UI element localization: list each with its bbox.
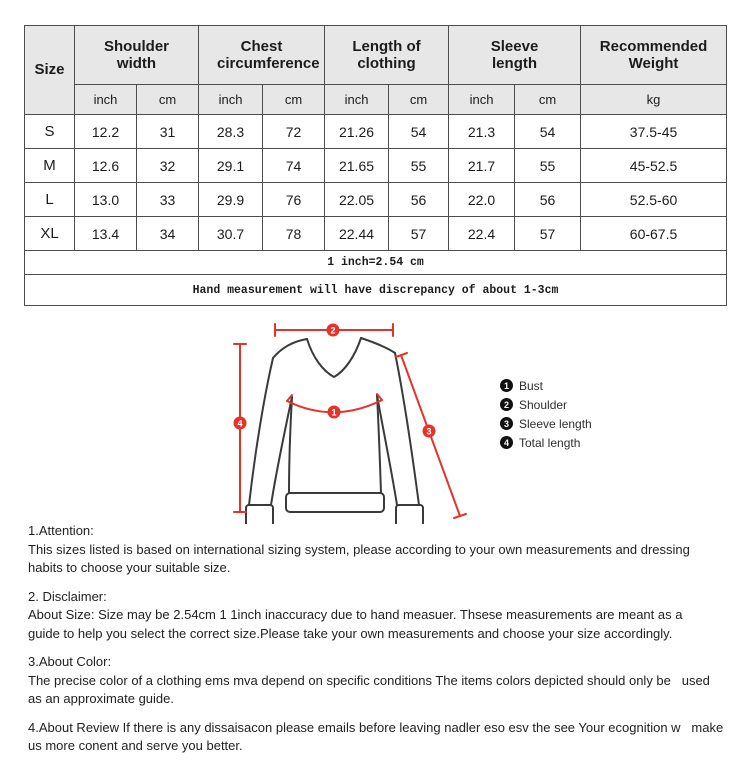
value-cell: 22.4 bbox=[449, 217, 515, 251]
sweater-outline bbox=[246, 338, 423, 524]
table-note-row bbox=[25, 251, 727, 275]
value-cell: 52.5-60 bbox=[581, 183, 727, 217]
value-cell: 56 bbox=[389, 183, 449, 217]
table-row bbox=[25, 217, 727, 251]
value-cell: 56 bbox=[515, 183, 581, 217]
hand-measurement-note: Hand measurement will have discrepancy of about 1-3cm bbox=[25, 275, 727, 306]
marker-shoulder: 2 bbox=[330, 325, 336, 336]
note-body: The precise color of a clothing ems mva depend on specific conditions The items colors depicted should only be used as an approximate guide. bbox=[28, 672, 714, 706]
value-cell: 22.44 bbox=[325, 217, 389, 251]
value-cell: 45-52.5 bbox=[581, 149, 727, 183]
value-cell: 29.1 bbox=[199, 149, 263, 183]
note-section-attention bbox=[28, 522, 724, 578]
note-body: 4.About Review If there is any dissaisacon please emails before leaving nadler eso esv the see Your ecognition w make us more conent and serve you better. bbox=[28, 719, 727, 753]
value-cell: 29.9 bbox=[199, 183, 263, 217]
unit-inch: inch bbox=[449, 85, 515, 115]
table-row bbox=[25, 115, 727, 149]
unit-cm: cm bbox=[515, 85, 581, 115]
value-cell: 13.0 bbox=[75, 183, 137, 217]
size-chart-table bbox=[24, 25, 727, 306]
value-cell: 30.7 bbox=[199, 217, 263, 251]
table-note-row bbox=[25, 275, 727, 306]
measurement-markers bbox=[234, 324, 436, 438]
legend-label-sleeve-length: Sleeve length bbox=[519, 416, 592, 431]
table-row bbox=[25, 149, 727, 183]
table-row bbox=[25, 183, 727, 217]
value-cell: 55 bbox=[515, 149, 581, 183]
inch-conversion-note: 1 inch=2.54 cm bbox=[25, 251, 727, 275]
legend-badge-4: 4 bbox=[500, 436, 513, 449]
header-shoulder-width: Shoulder width bbox=[75, 26, 199, 85]
sweater-diagram-drawing bbox=[0, 312, 750, 524]
value-cell: 12.2 bbox=[75, 115, 137, 149]
value-cell: 28.3 bbox=[199, 115, 263, 149]
unit-cm: cm bbox=[389, 85, 449, 115]
unit-cm: cm bbox=[137, 85, 199, 115]
legend-item-sleeve-length bbox=[500, 414, 592, 433]
value-cell: 34 bbox=[137, 217, 199, 251]
note-heading: 3.About Color: bbox=[28, 654, 112, 669]
marker-total-length: 4 bbox=[237, 418, 243, 429]
unit-inch: inch bbox=[199, 85, 263, 115]
legend-label-bust: Bust bbox=[519, 378, 544, 393]
marker-sleeve-length: 3 bbox=[426, 426, 432, 437]
value-cell: 57 bbox=[515, 217, 581, 251]
diagram-legend bbox=[500, 376, 592, 452]
note-section-about-color bbox=[28, 653, 724, 709]
header-size: Size bbox=[25, 26, 75, 115]
value-cell: 78 bbox=[263, 217, 325, 251]
legend-item-shoulder bbox=[500, 395, 592, 414]
header-length-of-clothing: Length of clothing bbox=[325, 26, 449, 85]
value-cell: 57 bbox=[389, 217, 449, 251]
legend-item-total-length bbox=[500, 433, 592, 452]
marker-bust: 1 bbox=[331, 407, 337, 418]
measurement-lines bbox=[234, 324, 466, 518]
value-cell: 12.6 bbox=[75, 149, 137, 183]
note-body: About Size: Size may be 2.54cm 1 1inch inaccuracy due to hand measuer. Thsese measurements are meant as a guide to help you select the correct size.Please take your own measurements and choose your size accordingly. bbox=[28, 607, 694, 641]
size-label: L bbox=[25, 183, 75, 217]
value-cell: 37.5-45 bbox=[581, 115, 727, 149]
legend-label-shoulder: Shoulder bbox=[519, 397, 568, 412]
notes-text-block bbox=[28, 522, 727, 766]
unit-inch: inch bbox=[75, 85, 137, 115]
value-cell: 60-67.5 bbox=[581, 217, 727, 251]
value-cell: 76 bbox=[263, 183, 325, 217]
unit-kg: kg bbox=[581, 85, 727, 115]
note-heading: 1.Attention: bbox=[28, 523, 94, 538]
measurement-diagram bbox=[0, 312, 750, 524]
header-recommended-weight: Recommended Weight bbox=[581, 26, 727, 85]
size-table-body bbox=[25, 115, 727, 251]
value-cell: 21.65 bbox=[325, 149, 389, 183]
legend-badge-2: 2 bbox=[500, 398, 513, 411]
value-cell: 31 bbox=[137, 115, 199, 149]
value-cell: 54 bbox=[515, 115, 581, 149]
value-cell: 72 bbox=[263, 115, 325, 149]
header-sleeve-length: Sleeve length bbox=[449, 26, 581, 85]
legend-label-total-length: Total length bbox=[519, 435, 581, 450]
legend-badge-1: 1 bbox=[500, 379, 513, 392]
value-cell: 74 bbox=[263, 149, 325, 183]
value-cell: 13.4 bbox=[75, 217, 137, 251]
size-label: M bbox=[25, 149, 75, 183]
header-row bbox=[25, 26, 727, 85]
value-cell: 21.26 bbox=[325, 115, 389, 149]
value-cell: 21.7 bbox=[449, 149, 515, 183]
header-chest-circumference: Chest circumference bbox=[199, 26, 325, 85]
unit-inch: inch bbox=[325, 85, 389, 115]
units-row bbox=[25, 85, 727, 115]
value-cell: 22.0 bbox=[449, 183, 515, 217]
value-cell: 21.3 bbox=[449, 115, 515, 149]
unit-cm: cm bbox=[263, 85, 325, 115]
size-label: XL bbox=[25, 217, 75, 251]
note-heading: 2. Disclaimer: bbox=[28, 588, 107, 604]
value-cell: 55 bbox=[389, 149, 449, 183]
note-body: This sizes listed is based on international sizing system, please according to your own measurements and dressing habits to choose your suitable size. bbox=[28, 541, 701, 575]
value-cell: 22.05 bbox=[325, 183, 389, 217]
value-cell: 54 bbox=[389, 115, 449, 149]
value-cell: 33 bbox=[137, 183, 199, 217]
value-cell: 32 bbox=[137, 149, 199, 183]
legend-badge-3: 3 bbox=[500, 417, 513, 430]
legend-item-bust bbox=[500, 376, 592, 395]
size-label: S bbox=[25, 115, 75, 149]
note-section-disclaimer bbox=[28, 588, 724, 644]
